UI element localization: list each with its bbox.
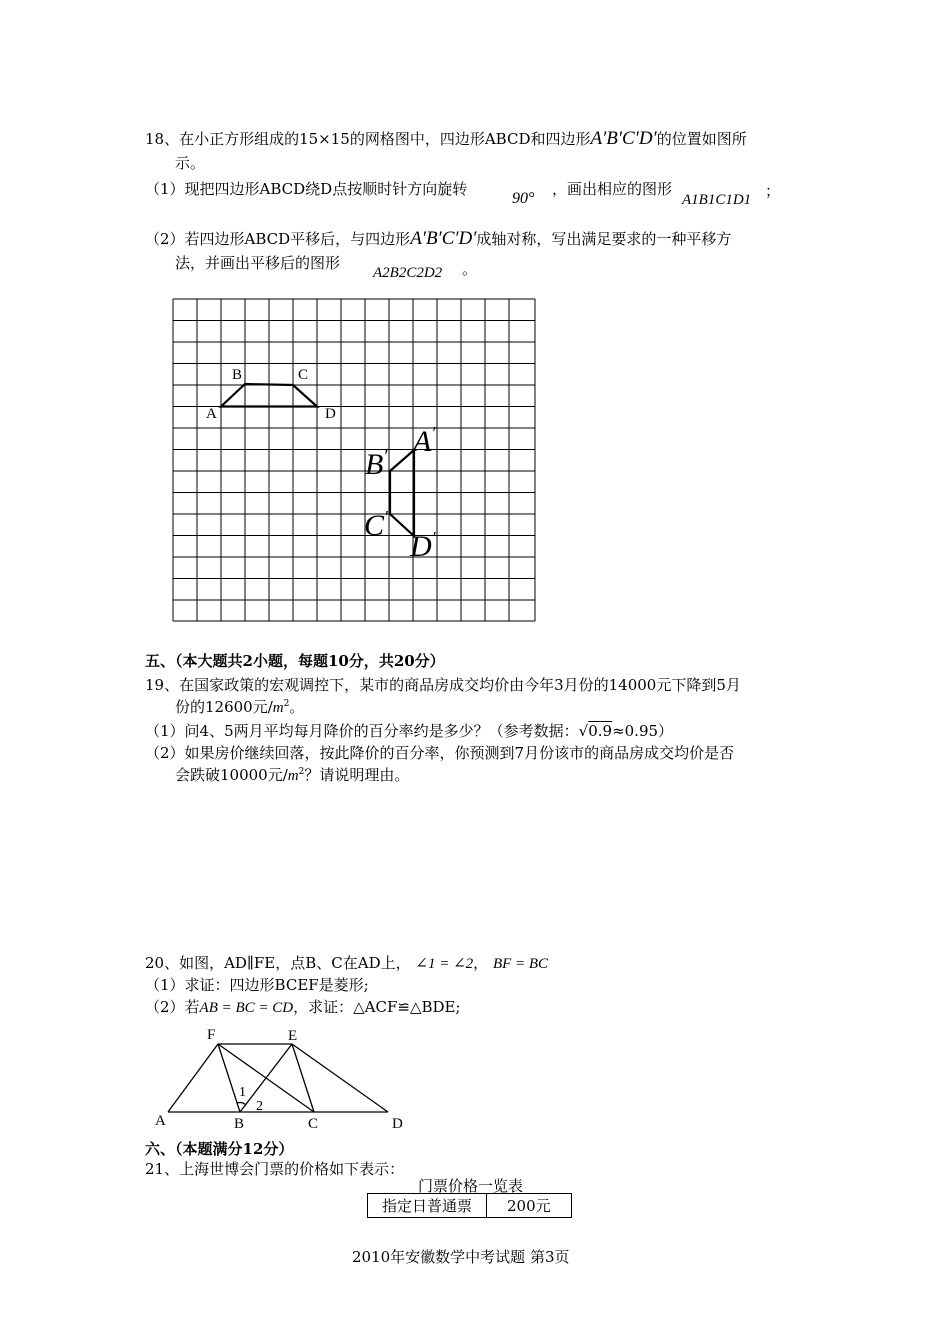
- q20-sub2: （2）若AB = BC = CD，求证：△ACF≌△BDE;: [145, 998, 461, 1016]
- line-ed: [292, 1044, 388, 1112]
- section6-heading: 六、（本题满分12分）: [145, 1140, 294, 1158]
- label-d: D: [325, 406, 336, 422]
- q18-sub1-end: ；: [765, 182, 781, 200]
- label-c-prime: C′: [364, 507, 388, 542]
- fig-label-f: F: [207, 1027, 216, 1043]
- q20-cond2: BF = BC: [492, 956, 549, 972]
- q20-cond1: ∠1 = ∠2: [415, 956, 474, 972]
- angle-arc: [237, 1103, 246, 1105]
- label-a: A: [206, 406, 217, 422]
- line-fb: [218, 1044, 240, 1112]
- q20-sub1: （1）求证：四边形BCEF是菱形;: [145, 976, 369, 994]
- q21-price-table: [367, 1193, 572, 1218]
- q21-line1: 21、上海世博会门票的价格如下表示：: [145, 1160, 405, 1178]
- q18-sub2-line2: 法，并画出平移后的图形: [175, 254, 341, 272]
- ticket-type-cell: 指定日普通票: [368, 1194, 487, 1218]
- q18-sub1-angle: 90°: [512, 190, 535, 207]
- sqrt-arg: 0.9: [588, 722, 613, 740]
- line-be: [240, 1044, 292, 1112]
- q18-sub1: （1）现把四边形ABCD绕D点按顺时针方向旋转: [145, 180, 468, 198]
- label-a-prime: A′: [413, 423, 436, 458]
- q19-sub2-line2: 会跌破10000元$/m^2$？请说明理由。: [175, 766, 410, 784]
- table-row: [368, 1194, 572, 1218]
- line-af: [168, 1044, 218, 1112]
- fig-label-angle-1: 1: [239, 1085, 246, 1100]
- label-c: C: [298, 367, 309, 383]
- q18-sub2-shape: A′B′C′D′: [410, 228, 477, 249]
- q18-sub2-line1: （2）若四边形ABCD平移后，与四边形A′B′C′D′成轴对称，写出满足要求的一种平移方: [145, 228, 732, 249]
- q21-table-title: 门票价格一览表: [418, 1177, 524, 1195]
- line-ec: [292, 1044, 314, 1112]
- q19-line2: 份的12600元$/m^2$。: [175, 698, 305, 716]
- q19-sub1: （1）问4、5两月平均每月降价的百分率约是多少？（参考数据：√0.9≈0.95）: [145, 722, 674, 740]
- q18-stem-line1: 18、在小正方形组成的15×15的网格图中，四边形ABCD和四边形A′B′C′D′的位置如图所: [145, 128, 747, 149]
- q19-sub2-line1: （2）如果房价继续回落，按此降价的百分率，你预测到7月份该市的商品房成交均价是否: [145, 744, 735, 762]
- ticket-price-cell: 200元: [487, 1194, 572, 1218]
- grid-lines: [173, 299, 535, 621]
- fig-label-d: D: [392, 1116, 403, 1132]
- q18-sub1-shape: A1B1C1D1: [682, 192, 752, 208]
- fig-label-c: C: [308, 1116, 319, 1132]
- q18-prime-shape: A′B′C′D′: [590, 128, 657, 149]
- section5-heading: 五、（本大题共2小题，每题10分，共20分）: [145, 652, 445, 670]
- q19-line1: 19、在国家政策的宏观调控下，某市的商品房成交均价由今年3月份的14000元下降到5月: [145, 676, 741, 694]
- q18-sub2-line2-end: 。: [462, 260, 478, 278]
- fig-label-a: A: [155, 1113, 166, 1129]
- q18-sub1-mid: ，画出相应的图形: [552, 180, 673, 198]
- label-b-prime: B′: [365, 446, 388, 481]
- label-b: B: [232, 367, 243, 383]
- q18-stem-line2: 示。: [175, 154, 206, 172]
- fig-label-e: E: [288, 1028, 298, 1044]
- fig-label-b: B: [234, 1116, 245, 1132]
- q20-line1: 20、如图，AD∥FE，点B、C在AD上， ∠1 = ∠2， BF = BC: [145, 954, 549, 972]
- page-footer: 2010年安徽数学中考试题 第3页: [352, 1248, 570, 1266]
- q18-sub2-shape2: A2B2C2D2: [373, 265, 443, 281]
- q20-figure: [150, 1022, 420, 1132]
- label-d-prime: D′: [410, 528, 436, 563]
- q18-grid-figure: [170, 296, 538, 624]
- fig-label-angle-2: 2: [256, 1099, 263, 1114]
- sqrt-sign: √: [578, 722, 589, 740]
